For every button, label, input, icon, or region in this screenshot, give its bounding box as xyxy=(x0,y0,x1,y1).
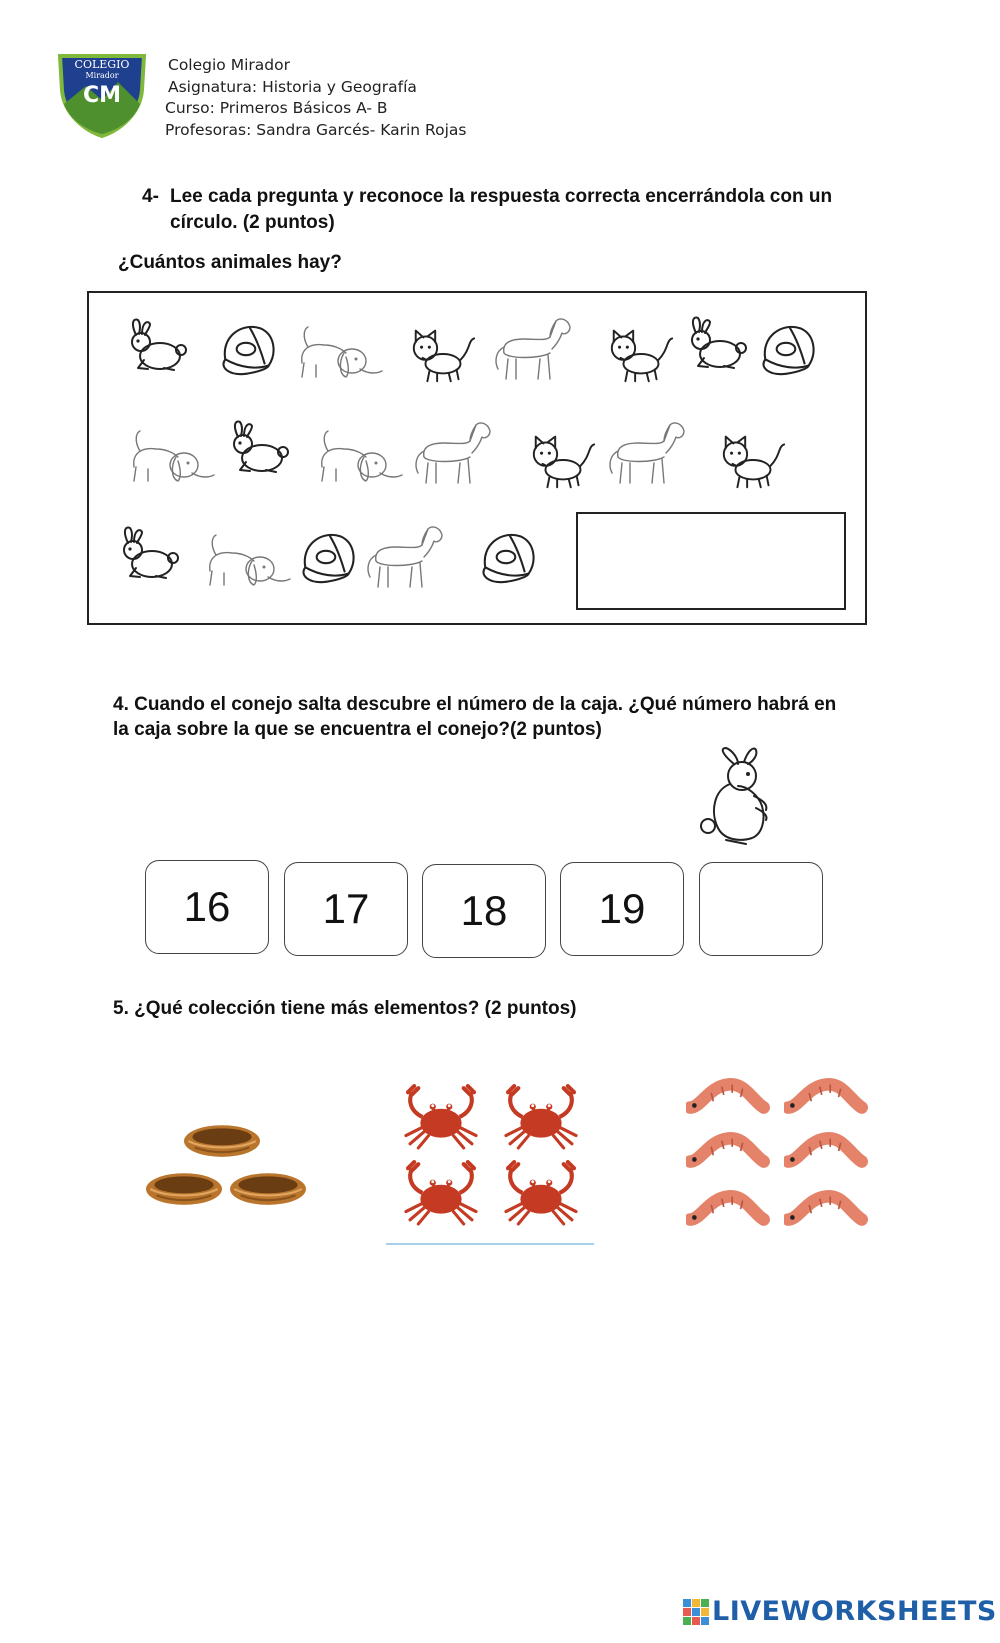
dog-picture xyxy=(126,420,218,490)
worm-picture xyxy=(686,1130,770,1170)
q2-text-line2: la caja sobre la que se encuentra el conejo?(2 puntos) xyxy=(113,719,602,740)
crab-picture xyxy=(398,1160,484,1226)
rabbit-picture xyxy=(116,524,186,586)
liveworksheets-grid-icon xyxy=(683,1599,709,1625)
nest-picture xyxy=(146,1170,222,1206)
worm-picture xyxy=(686,1188,770,1228)
horse-picture xyxy=(362,520,446,592)
cat-picture xyxy=(526,426,598,492)
worm-picture xyxy=(784,1076,868,1116)
logo-mark: CM xyxy=(82,83,122,108)
number-box-3: 18 xyxy=(422,864,546,958)
dog-picture xyxy=(202,524,294,594)
liveworksheets-brand-text: LIVEWORKSHEETS xyxy=(712,1596,997,1627)
dog-picture xyxy=(314,420,406,490)
number-box-5-answer[interactable] xyxy=(699,862,823,956)
q1-prompt: ¿Cuántos animales hay? xyxy=(118,252,342,273)
dog-picture xyxy=(294,316,386,386)
horse-picture xyxy=(604,416,688,488)
teachers-line: Profesoras: Sandra Garcés- Karin Rojas xyxy=(165,121,467,139)
course-line: Curso: Primeros Básicos A- B xyxy=(165,99,388,117)
q2-text-line1: 4. Cuando el conejo salta descubre el número de la caja. ¿Qué número habrá en xyxy=(113,694,837,715)
logo-subtitle: Mirador xyxy=(85,71,119,80)
cap-picture xyxy=(754,318,820,380)
crab-picture xyxy=(498,1160,584,1226)
crab-collection-underline xyxy=(386,1243,594,1245)
nest-picture xyxy=(184,1122,260,1158)
subject-line: Asignatura: Historia y Geografía xyxy=(168,78,417,96)
cap-picture xyxy=(294,526,360,588)
worm-picture xyxy=(784,1130,868,1170)
logo-title: COLEGIO xyxy=(74,58,130,71)
animal-count-answer-box[interactable] xyxy=(576,512,846,610)
number-box-1: 16 xyxy=(145,860,269,954)
school-logo xyxy=(56,46,148,138)
q1-instruction-line1: Lee cada pregunta y reconoce la respuesta correcta encerrándola con un xyxy=(170,186,833,207)
jumping-rabbit-picture xyxy=(696,746,784,848)
crab-picture xyxy=(498,1084,584,1150)
rabbit-picture xyxy=(226,418,296,480)
school-name: Colegio Mirador xyxy=(168,56,290,74)
number-box-2: 17 xyxy=(284,862,408,956)
rabbit-picture xyxy=(124,316,194,378)
worm-picture xyxy=(784,1188,868,1228)
cat-picture xyxy=(604,320,676,386)
rabbit-picture xyxy=(684,314,754,376)
q1-number: 4- xyxy=(142,186,159,207)
horse-picture xyxy=(410,416,494,488)
cap-picture xyxy=(214,318,280,380)
liveworksheets-logo xyxy=(683,1596,997,1627)
worm-picture xyxy=(686,1076,770,1116)
nest-picture xyxy=(230,1170,306,1206)
number-box-4: 19 xyxy=(560,862,684,956)
cat-picture xyxy=(406,320,478,386)
horse-picture xyxy=(490,312,574,384)
cat-picture xyxy=(716,426,788,492)
cap-picture xyxy=(474,526,540,588)
crab-picture xyxy=(398,1084,484,1150)
q3-text: 5. ¿Qué colección tiene más elementos? (2 puntos) xyxy=(113,998,577,1019)
q1-instruction-line2: círculo. (2 puntos) xyxy=(170,212,335,233)
